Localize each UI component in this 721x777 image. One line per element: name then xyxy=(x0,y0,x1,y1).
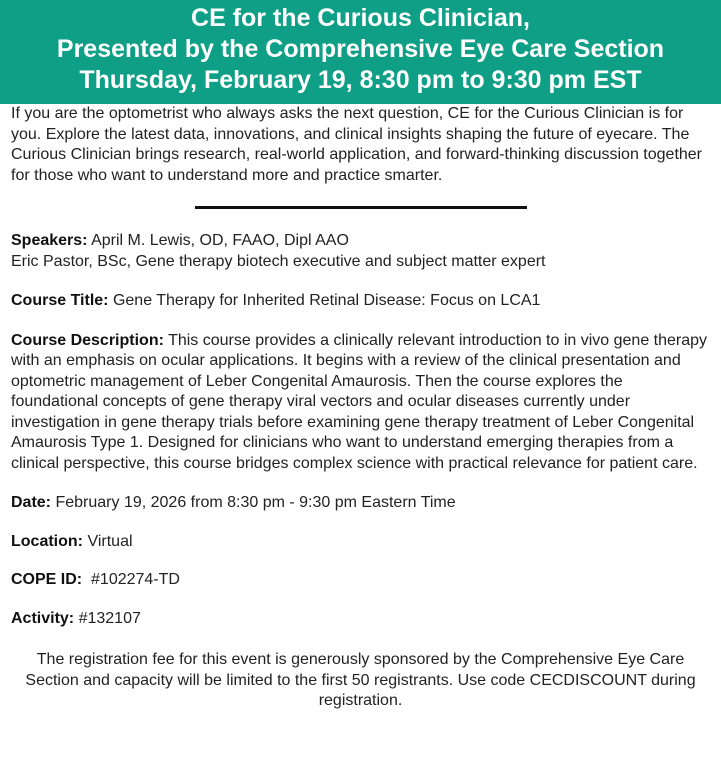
date-value: February 19, 2026 from 8:30 pm - 9:30 pm Eastern Time xyxy=(55,494,456,511)
location-value: Virtual xyxy=(87,532,133,550)
date-label: Date: xyxy=(11,494,52,511)
speaker-2: Eric Pastor, BSc, Gene therapy biotech executive and subject matter expert xyxy=(11,252,546,270)
activity-section xyxy=(11,609,710,630)
header-subtitle: Presented by the Comprehensive Eye Care Section xyxy=(56,35,665,63)
course-description-section xyxy=(11,331,710,475)
course-description-label: Course Description: xyxy=(11,331,164,349)
header-banner xyxy=(0,0,721,104)
cope-id-label: COPE ID: xyxy=(11,571,83,588)
registration-note: The registration fee for this event is generously sponsored by the Comprehensive Eye Care Section and capacity will be limited to the first 50 registrants. Use code CECDISCOUNT during registration. xyxy=(25,651,696,709)
speakers-section xyxy=(11,231,710,272)
intro-paragraph: If you are the optometrist who always asks the next question, CE for the Curious Clinician is for you. Explore the latest data, innovations, and clinical insights shaping the future of eyecare. The Curious Clinician brings research, real-world application, and forward-thinking discussion together for those who want to understand more and practice smarter. xyxy=(11,105,703,184)
activity-label: Activity: xyxy=(11,609,75,627)
course-title-section xyxy=(11,291,710,312)
location-label: Location: xyxy=(11,532,83,550)
divider xyxy=(195,206,527,209)
location-section xyxy=(11,532,710,553)
event-details xyxy=(0,104,721,712)
speaker-1: April M. Lewis, OD, FAAO, Dipl AAO xyxy=(91,232,349,249)
activity-value: #132107 xyxy=(78,609,141,627)
course-title-label: Course Title: xyxy=(11,292,109,309)
cope-id-value: #102274-TD xyxy=(91,571,180,588)
course-title-value: Gene Therapy for Inherited Retinal Disease: Focus on LCA1 xyxy=(112,292,541,309)
date-section xyxy=(11,493,710,514)
header-title: CE for the Curious Clinician, xyxy=(191,4,530,32)
cope-id-section xyxy=(11,570,710,591)
header-datetime: Thursday, February 19, 8:30 pm to 9:30 pm EST xyxy=(79,66,642,94)
course-description-value: This course provides a clinically relevant introduction to in vivo gene therapy with an emphasis on ocular applications. It begins with a review of the clinical presentation and optometric management of Leber Congenital Amaurosis. Then the course explores the foundational concepts of gene therapy viral vectors and ocular diseases currently under investigation in gene therapy trials before examining gene therapy treatment of Leber Congenital Amaurosis Type 1. Designed for clinicians who want to understand emerging therapies from a clinical perspective, this course bridges complex science with practical relevance for patient care. xyxy=(11,331,708,472)
speakers-label: Speakers: xyxy=(11,232,88,249)
